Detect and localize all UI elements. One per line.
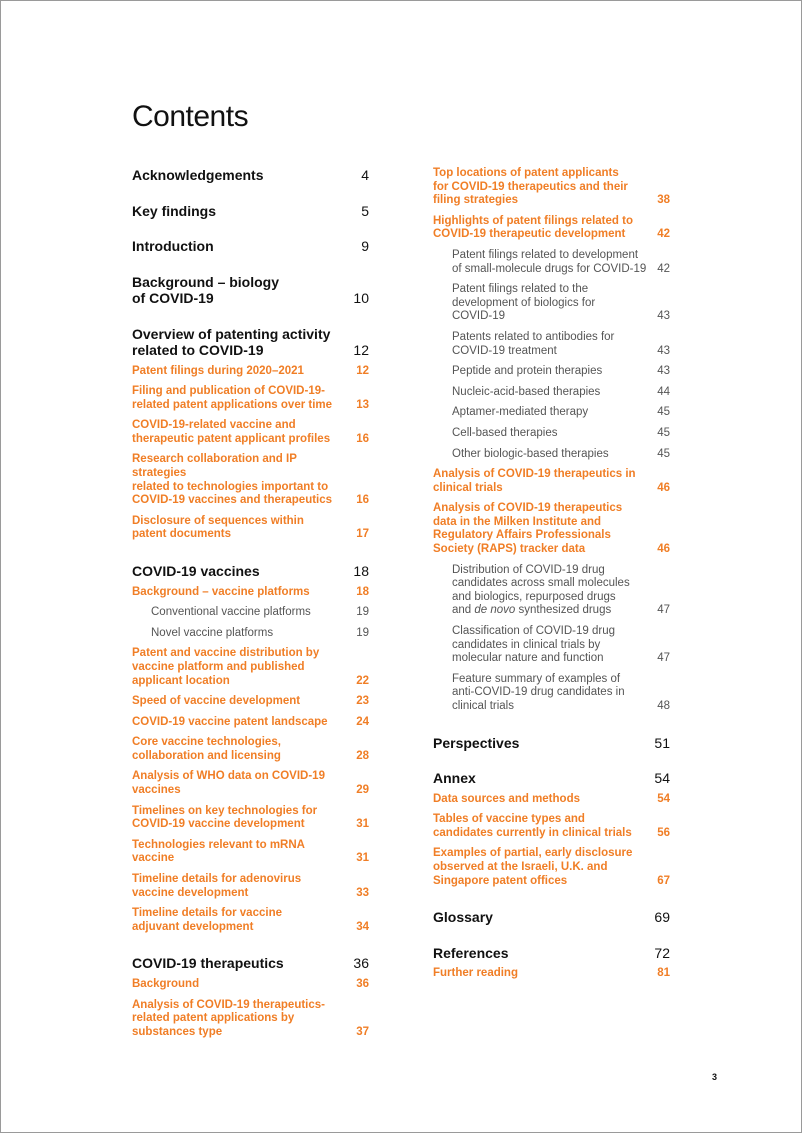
toc-entry-label: Other biologic-based therapies: [452, 447, 609, 460]
toc-entry-label: Conventional vaccine platforms: [151, 606, 311, 619]
toc-entry-label: Classification of COVID-19 drug candidates in clinical trials by molecular nature and function: [452, 625, 615, 665]
toc-entry-page: 18: [353, 563, 369, 580]
toc-entry-label: Peptide and protein therapies: [452, 365, 603, 378]
toc-entry[interactable]: [433, 673, 670, 714]
toc-entry-label: Patents related to antibodies for COVID-19 treatment: [452, 330, 615, 357]
toc-entry-page: 51: [654, 734, 670, 751]
toc-entry[interactable]: [433, 813, 670, 840]
toc-entry-page: 17: [356, 528, 369, 541]
toc-entry-label: Annex: [433, 770, 476, 787]
toc-left-column: [132, 167, 369, 1039]
toc-entry-page: 36: [356, 977, 369, 990]
toc-entry[interactable]: [132, 805, 369, 832]
toc-entry-label: Background: [132, 977, 200, 990]
toc-entry[interactable]: [132, 515, 369, 542]
toc-entry-label: COVID-19 vaccine patent landscape: [132, 715, 328, 728]
toc-entry-page: 28: [356, 749, 369, 762]
toc-entry[interactable]: [132, 365, 369, 379]
toc-entry[interactable]: [433, 167, 670, 208]
toc-entry-label: Analysis of COVID-19 therapeutics data in the Milken Institute and Regulatory Affairs Professionals Society (RAPS) tracker data: [433, 502, 623, 556]
toc-entry-label: Examples of partial, early disclosure observed at the Israeli, U.K. and Singapore patent offices: [433, 847, 633, 887]
toc-entry[interactable]: [433, 283, 670, 324]
toc-entry[interactable]: [433, 735, 670, 752]
toc-entry[interactable]: [132, 453, 369, 507]
toc-entry-label: Filing and publication of COVID-19- related patent applications over time: [132, 385, 333, 411]
toc-entry[interactable]: [132, 274, 369, 307]
toc-entry[interactable]: [433, 909, 670, 926]
toc-entry-label: Timelines on key technologies for COVID-19 vaccine development: [132, 804, 318, 831]
toc-entry[interactable]: [132, 695, 369, 709]
toc-entry-page: 69: [654, 909, 670, 926]
toc-entry-page: 12: [356, 364, 369, 377]
toc-entry-label: Novel vaccine platforms: [151, 626, 274, 639]
toc-entry[interactable]: [433, 331, 670, 358]
toc-entry-label: COVID-19 vaccines: [132, 563, 260, 580]
toc-entry-page: 10: [353, 290, 369, 306]
toc-entry-page: 43: [657, 310, 670, 323]
toc-entry-page: 22: [356, 674, 369, 687]
toc-entry-label: COVID-19-related vaccine and therapeutic patent applicant profiles: [132, 419, 331, 445]
toc-entry-label: Further reading: [433, 967, 518, 980]
toc-entry-page: 38: [657, 194, 670, 207]
toc-right-column: [433, 167, 670, 981]
toc-entry-label: Glossary: [433, 909, 493, 926]
toc-entry-page: 67: [657, 874, 670, 887]
toc-entry-label: Technologies relevant to mRNA vaccine: [132, 838, 305, 865]
toc-entry-page: 29: [356, 784, 369, 797]
toc-entry-page: 42: [657, 228, 670, 241]
toc-entry[interactable]: [132, 736, 369, 763]
toc-entry[interactable]: [433, 427, 670, 441]
toc-entry-page: 48: [657, 700, 670, 712]
toc-entry[interactable]: [132, 606, 369, 620]
toc-entry-page: 19: [356, 626, 369, 639]
toc-entry-label: Disclosure of sequences within patent documents: [132, 514, 304, 541]
toc-entry-page: 56: [657, 826, 670, 839]
toc-entry[interactable]: [132, 999, 369, 1040]
toc-entry-page: 44: [657, 385, 670, 398]
toc-entry-label: Speed of vaccine development: [132, 695, 301, 708]
toc-entry-page: 9: [361, 238, 369, 254]
toc-entry[interactable]: [132, 326, 369, 359]
toc-entry-label: Key findings: [132, 202, 217, 219]
toc-entry-page: 46: [657, 481, 670, 494]
toc-entry-label: Patent filings related to development of small-molecule drugs for COVID-19: [452, 248, 647, 275]
toc-entry-page: 47: [657, 652, 670, 665]
toc-entry[interactable]: [433, 945, 670, 962]
toc-entry-label: Acknowledgements: [132, 167, 264, 183]
toc-entry[interactable]: [132, 647, 369, 688]
toc-entry[interactable]: [433, 365, 670, 379]
toc-entry[interactable]: [132, 385, 369, 412]
toc-entry-label: Analysis of WHO data on COVID-19 vaccines: [132, 770, 325, 797]
toc-entry-page: 31: [356, 852, 369, 865]
toc-entry[interactable]: [433, 770, 670, 787]
page-number: 3: [712, 1072, 718, 1082]
toc-entry[interactable]: [433, 249, 670, 276]
toc-entry-label: Timeline details for vaccine adjuvant development: [132, 907, 282, 933]
toc-entry-label: Top locations of patent applicants for COVID-19 therapeutics and their filing strategies: [433, 167, 628, 207]
toc-entry-label: Patent filings related to the development of biologics for COVID-19: [452, 283, 596, 323]
toc-entry-label: References: [433, 944, 509, 961]
toc-entry-label: Core vaccine technologies, collaboration and licensing: [132, 736, 281, 762]
toc-entry-page: 42: [657, 262, 670, 275]
toc-entry[interactable]: [132, 770, 369, 797]
toc-entry[interactable]: [132, 238, 369, 255]
toc-entry-label: Aptamer-mediated therapy: [452, 406, 589, 419]
toc-entry-page: 54: [654, 770, 670, 787]
toc-entry-page: 45: [657, 406, 670, 419]
toc-entry[interactable]: [132, 955, 369, 972]
toc-entry-page: 16: [356, 432, 369, 445]
toc-entry-label: COVID-19 therapeutics: [132, 955, 284, 972]
toc-entry[interactable]: [132, 627, 369, 641]
toc-entry-label: Overview of patenting activity related to COVID-19: [132, 325, 331, 358]
toc-entry[interactable]: [433, 502, 670, 556]
toc-entry[interactable]: [433, 468, 670, 495]
toc-entry-page: 43: [657, 344, 670, 357]
toc-entry-page: 45: [657, 426, 670, 439]
toc-entry[interactable]: [132, 716, 369, 730]
toc-entry-label: Highlights of patent filings related to COVID-19 therapeutic development: [433, 214, 633, 241]
toc-entry-label: Nucleic-acid-based therapies: [452, 385, 601, 398]
toc-entry-page: 18: [356, 585, 369, 598]
toc-entry[interactable]: [433, 793, 670, 807]
toc-entry-label: Distribution of COVID-19 drug candidates across small molecules and biologics, repurposed drugs and de novo synthesized drugs: [452, 563, 630, 617]
toc-entry-page: 34: [356, 920, 369, 933]
toc-entry-page: 19: [356, 606, 369, 619]
toc-entry[interactable]: [132, 563, 369, 580]
toc-entry[interactable]: [433, 625, 670, 666]
toc-entry-page: 47: [657, 604, 670, 617]
toc-entry-label: Cell-based therapies: [452, 426, 558, 439]
toc-entry-page: 33: [356, 886, 369, 899]
toc-entry-label: Data sources and methods: [433, 792, 580, 805]
toc-entry[interactable]: [132, 203, 369, 220]
toc-entry-label: Research collaboration and IP strategies related to technologies important to COVID-19 vaccines and therapeutics: [132, 453, 333, 507]
toc-entry[interactable]: [433, 215, 670, 242]
toc-entry-label: Analysis of COVID-19 therapeutics- related patent applications by substances type: [132, 998, 325, 1038]
toc-entry-label: Patent and vaccine distribution by vaccine platform and published applicant location: [132, 647, 320, 687]
toc-entry-page: 43: [657, 365, 670, 378]
toc-entry-page: 4: [361, 167, 369, 183]
toc-entry-page: 16: [356, 494, 369, 507]
toc-entry-page: 24: [356, 715, 369, 728]
toc-entry-page: 72: [654, 944, 670, 961]
toc-entry-label: Perspectives: [433, 734, 520, 751]
toc-entry[interactable]: [132, 419, 369, 446]
toc-entry-label: Introduction: [132, 238, 214, 254]
toc-entry-page: 5: [361, 202, 369, 219]
toc-entry[interactable]: [433, 847, 670, 888]
toc-entry-page: 12: [353, 342, 369, 358]
toc-entry[interactable]: [132, 839, 369, 866]
toc-entry[interactable]: [132, 978, 369, 992]
toc-entry-label-tail: synthesized drugs: [515, 604, 612, 617]
toc-entry-page: 46: [657, 543, 670, 556]
toc-entry-label: Background – biology of COVID-19: [132, 273, 280, 306]
toc-entry-label: Analysis of COVID-19 therapeutics in clinical trials: [433, 468, 636, 494]
toc-entry-page: 54: [657, 792, 670, 805]
toc-entry-label: Patent filings during 2020–2021: [132, 364, 304, 377]
toc-entry[interactable]: [433, 386, 670, 400]
toc-entry[interactable]: [433, 564, 670, 618]
toc-entry[interactable]: [433, 967, 670, 981]
toc-entry-page: 31: [356, 818, 369, 831]
toc-entry[interactable]: [132, 167, 369, 184]
toc-entry-page: 37: [356, 1025, 369, 1038]
toc-entry[interactable]: [132, 907, 369, 934]
toc-entry-label: Timeline details for adenovirus vaccine development: [132, 873, 302, 899]
toc-entry-label: Feature summary of examples of anti-COVID-19 drug candidates in clinical trials: [452, 672, 625, 712]
toc-entry-page: 45: [657, 447, 670, 460]
toc-entry[interactable]: [433, 406, 670, 420]
toc-entry[interactable]: [433, 448, 670, 462]
toc-entry-page: 36: [353, 955, 369, 972]
toc-entry-label: Tables of vaccine types and candidates currently in clinical trials: [433, 813, 632, 839]
toc-entry-page: 13: [356, 398, 369, 411]
toc-entry-label: Background – vaccine platforms: [132, 585, 310, 598]
toc-entry-page: 23: [356, 695, 369, 708]
toc-entry-label-italic: de novo: [474, 604, 516, 617]
toc-entry[interactable]: [132, 586, 369, 600]
page-title: Contents: [132, 100, 249, 133]
toc-entry[interactable]: [132, 873, 369, 900]
toc-entry-page: 81: [657, 967, 670, 980]
